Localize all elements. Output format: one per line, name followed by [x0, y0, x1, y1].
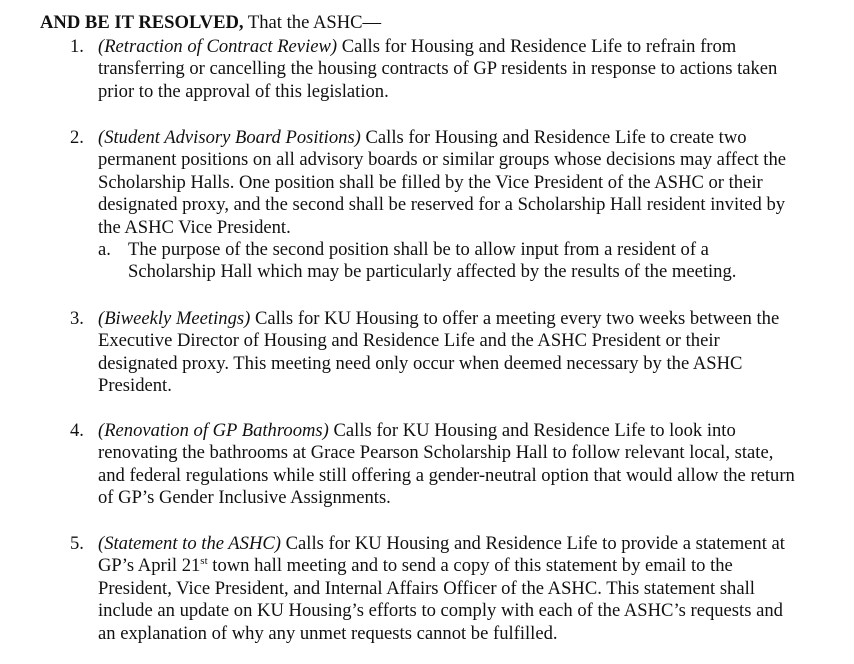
- item-number: 5.: [70, 533, 84, 554]
- heading-rest: That the ASHC—: [243, 12, 382, 33]
- item-body: [98, 533, 798, 645]
- item-text-part-1: Calls for KU Housing and Residence Life to provide a statement at GP’s April 21: [98, 533, 785, 577]
- item-text-part-2: town hall meeting and to send a copy of this statement by email to the President, Vice President, and Internal Affairs Officer of the ASHC. This statement shall include an update on KU Housing’s efforts to comply with each of the ASHC’s requests and an explanation of why any unmet requests cannot be fulfilled.: [98, 555, 783, 644]
- item-number: 2.: [70, 127, 84, 148]
- item-body: [98, 308, 798, 398]
- item-body: [98, 127, 798, 239]
- resolution-item-3: [70, 308, 800, 398]
- item-text: Calls for KU Housing to offer a meeting every two weeks between the Executive Director of Housing and Residence Life and the ASHC President or their designated proxy. This meeting need only occur when deemed necessary by the ASHC President.: [98, 308, 780, 397]
- item-text: Calls for Housing and Residence Life to create two permanent positions on all advisory boards or similar groups whose decisions may affect the Scholarship Halls. One position shall be filled by the Vice President of the ASHC or their designated proxy, and the second shall be reserved for a Scholarship Hall resident invited by the ASHC Vice President.: [98, 127, 786, 238]
- item-number: 4.: [70, 420, 84, 441]
- heading-bold: AND BE IT RESOLVED,: [40, 12, 244, 33]
- resolution-item-2: [70, 127, 800, 284]
- item-title: (Statement to the ASHC): [98, 533, 281, 554]
- resolution-item-4: [70, 420, 800, 510]
- item-body: [98, 420, 798, 510]
- resolution-item-5: [70, 533, 800, 645]
- sub-item-a: [98, 239, 778, 284]
- item-body: [98, 36, 798, 103]
- item-text: Calls for Housing and Residence Life to refrain from transferring or cancelling the housing contracts of GP residents in response to actions taken prior to the approval of this legislation.: [98, 36, 778, 102]
- sub-item-letter: a.: [98, 239, 111, 261]
- sub-item-text: The purpose of the second position shall be to allow input from a resident of a Scholarship Hall which may be particularly affected by the results of the meeting.: [128, 239, 737, 283]
- resolution-heading: [40, 12, 381, 34]
- item-number: 1.: [70, 36, 84, 57]
- item-text: Calls for KU Housing and Residence Life to look into renovating the bathrooms at Grace Pearson Scholarship Hall to follow relevant local, state, and federal regulations while still offering a gender-neutral option that would allow the return of GP’s Gender Inclusive Assignments.: [98, 420, 795, 509]
- item-title: (Biweekly Meetings): [98, 308, 251, 329]
- item-title: (Retraction of Contract Review): [98, 36, 338, 57]
- item-title: (Student Advisory Board Positions): [98, 127, 361, 148]
- ordinal-suffix: st: [200, 555, 208, 568]
- item-title: (Renovation of GP Bathrooms): [98, 420, 329, 441]
- resolution-item-1: [70, 36, 800, 103]
- item-number: 3.: [70, 308, 84, 329]
